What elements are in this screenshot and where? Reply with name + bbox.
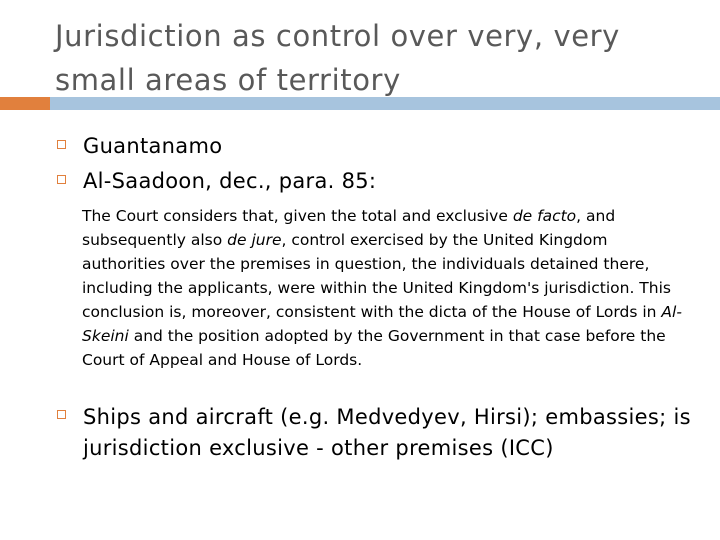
title-accent-bar-blue (50, 97, 720, 110)
bullet-item (57, 167, 647, 195)
bullet-item (57, 132, 647, 160)
quote-italic-term: de jure (227, 231, 282, 249)
bullet-item (57, 402, 697, 464)
quote-text: and the position adopted by the Government in that case before the Court of Appeal and House of Lords. (82, 327, 666, 369)
slide-title-line-1: Jurisdiction as control over very, very (55, 19, 620, 53)
bullet-text: Al-Saadoon, dec., para. 85: (83, 169, 377, 193)
square-bullet-icon (57, 175, 66, 184)
slide-title-line-2: small areas of territory (55, 63, 401, 97)
square-bullet-icon (57, 410, 66, 419)
quote-text: , control exercised by the United Kingdom authorities over the premises in question, the individuals detained there, including the applicants, were within the United Kingdom's jurisdiction. This conclusion is, moreover, consistent with the dicta of the House of Lords in (82, 231, 671, 321)
bullet-text: Ships and aircraft (e.g. Medvedyev, Hirsi); embassies; is jurisdiction exclusive - other premises (ICC) (83, 405, 691, 460)
quote-text: The Court considers that, given the total and exclusive (82, 207, 513, 225)
quote-italic-case-name: Al-Skeini (82, 303, 682, 345)
slide-title (55, 14, 695, 102)
quote-italic-term: de facto (512, 207, 577, 225)
title-accent-bar-orange (0, 97, 50, 110)
court-quote (82, 204, 682, 372)
quote-text: , and subsequently also (82, 207, 616, 249)
square-bullet-icon (57, 140, 66, 149)
bullet-text: Guantanamo (83, 134, 223, 158)
